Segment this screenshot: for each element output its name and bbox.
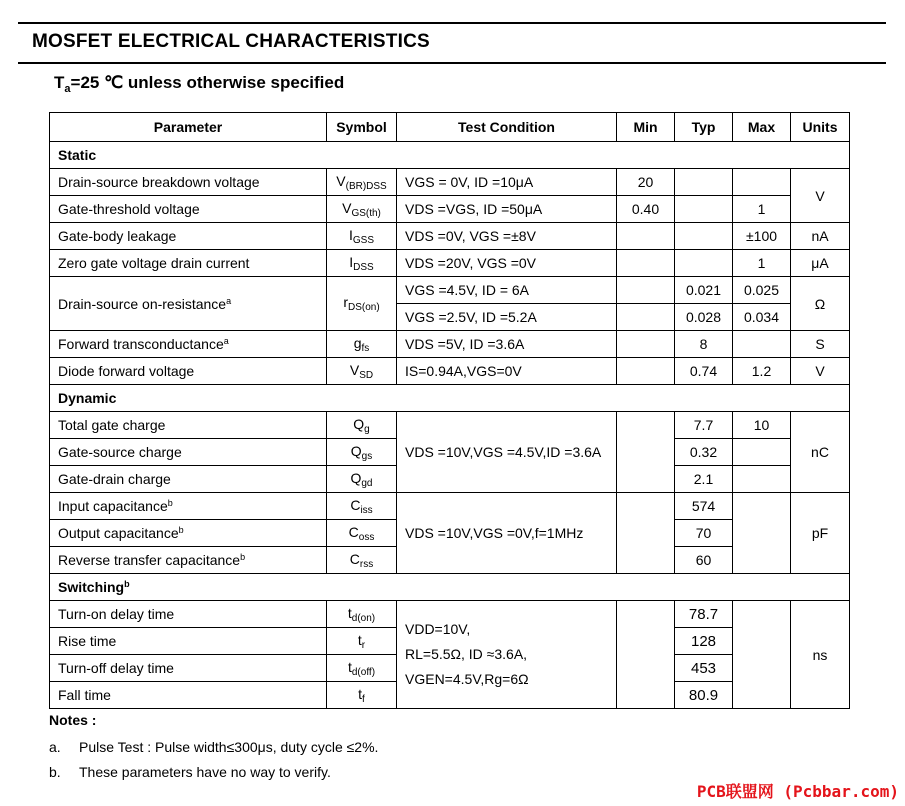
typ-cell: 0.74	[675, 358, 733, 385]
table-row	[50, 250, 850, 277]
condition-cell: VGS =4.5V, ID = 6A	[397, 277, 617, 304]
symbol-cell: $V_{(BR)DSS}$	[327, 169, 397, 196]
symbol-cell: $Q_{gd}$	[327, 466, 397, 493]
table-row	[50, 169, 850, 196]
param-cell: Zero gate voltage drain current	[50, 250, 327, 277]
typ-cell	[675, 169, 733, 196]
min-cell	[617, 277, 675, 304]
header-units: Units	[791, 113, 850, 142]
param-cell: Forward transconductance$^a$	[50, 331, 327, 358]
param-cell: Turn-off delay time	[50, 655, 327, 682]
header-parameter: Parameter	[50, 113, 327, 142]
section-row-switching	[50, 574, 850, 601]
unit-cell: S	[791, 331, 850, 358]
param-cell: Fall time	[50, 682, 327, 709]
header-typ: Typ	[675, 113, 733, 142]
symbol-cell: $I_{DSS}$	[327, 250, 397, 277]
condition-cell: VDS =VGS, ID =50μA	[397, 196, 617, 223]
min-cell: 20	[617, 169, 675, 196]
symbol-cell: $V_{GS(th)}$	[327, 196, 397, 223]
min-cell	[617, 304, 675, 331]
note-b: b. These parameters have no way to verify.	[49, 764, 331, 780]
condition-cell: VDS =5V, ID =3.6A	[397, 331, 617, 358]
symbol-cell: $t_{d(on)}$	[327, 601, 397, 628]
min-cell	[617, 601, 675, 709]
table-row	[50, 412, 850, 439]
min-cell	[617, 223, 675, 250]
symbol-cell: $t_f$	[327, 682, 397, 709]
max-cell: 10	[733, 412, 791, 439]
unit-cell: μA	[791, 250, 850, 277]
min-cell	[617, 358, 675, 385]
table-row	[50, 601, 850, 628]
unit-cell: ns	[791, 601, 850, 709]
max-cell: 1.2	[733, 358, 791, 385]
condition-cell: IS=0.94A,VGS=0V	[397, 358, 617, 385]
symbol-cell: $C_{oss}$	[327, 520, 397, 547]
typ-cell: 8	[675, 331, 733, 358]
table-header-row	[50, 113, 850, 142]
table-row	[50, 223, 850, 250]
max-cell: 1	[733, 196, 791, 223]
title-underline	[18, 62, 886, 64]
note-a: a. Pulse Test : Pulse width≤300μs, duty cycle ≤2%.	[49, 739, 379, 755]
param-cell: Gate-drain charge	[50, 466, 327, 493]
table-row	[50, 358, 850, 385]
unit-cell: nC	[791, 412, 850, 493]
header-max: Max	[733, 113, 791, 142]
typ-cell	[675, 196, 733, 223]
min-cell	[617, 412, 675, 493]
typ-cell: 0.021	[675, 277, 733, 304]
condition-cell: VGS = 0V, ID =10μA	[397, 169, 617, 196]
typ-cell: 70	[675, 520, 733, 547]
typ-cell: 574	[675, 493, 733, 520]
condition-cell: VGS =2.5V, ID =5.2A	[397, 304, 617, 331]
section-dynamic: Dynamic	[50, 385, 850, 412]
symbol-cell: $V_{SD}$	[327, 358, 397, 385]
max-cell	[733, 169, 791, 196]
unit-cell: Ω	[791, 277, 850, 331]
table-row	[50, 493, 850, 520]
param-cell: Output capacitance$^b$	[50, 520, 327, 547]
max-cell: 0.034	[733, 304, 791, 331]
unit-cell: V	[791, 169, 850, 223]
unit-cell: pF	[791, 493, 850, 574]
typ-cell: 78.7	[675, 601, 733, 628]
typ-cell	[675, 223, 733, 250]
typ-cell: 128	[675, 628, 733, 655]
min-cell	[617, 493, 675, 574]
max-cell	[733, 466, 791, 493]
symbol-cell: $I_{GSS}$	[327, 223, 397, 250]
notes-title: Notes :	[49, 712, 97, 728]
param-cell: Input capacitance$^b$	[50, 493, 327, 520]
typ-cell: 453	[675, 655, 733, 682]
min-cell	[617, 331, 675, 358]
param-cell: Diode forward voltage	[50, 358, 327, 385]
table-row	[50, 196, 850, 223]
section-switching: Switching$^b$	[50, 574, 850, 601]
symbol-cell: $g_{fs}$	[327, 331, 397, 358]
typ-cell: 60	[675, 547, 733, 574]
min-cell: 0.40	[617, 196, 675, 223]
symbol-cell: $t_r$	[327, 628, 397, 655]
min-cell	[617, 250, 675, 277]
condition-cell: VDS =20V, VGS =0V	[397, 250, 617, 277]
top-rule	[18, 22, 886, 24]
typ-cell: 7.7	[675, 412, 733, 439]
unit-cell: V	[791, 358, 850, 385]
condition-text: =25 ℃ unless otherwise specified	[70, 73, 345, 92]
typ-cell: 0.32	[675, 439, 733, 466]
temp-symbol: T	[54, 73, 65, 92]
param-cell: Drain-source breakdown voltage	[50, 169, 327, 196]
condition-cell: VDS =0V, VGS =±8V	[397, 223, 617, 250]
max-cell	[733, 439, 791, 466]
param-cell: Gate-body leakage	[50, 223, 327, 250]
max-cell	[733, 601, 791, 709]
section-row-dynamic	[50, 385, 850, 412]
electrical-characteristics-table	[49, 112, 850, 709]
max-cell	[733, 493, 791, 574]
typ-cell: 0.028	[675, 304, 733, 331]
temp-subscript: a	[64, 83, 71, 95]
typ-cell: 2.1	[675, 466, 733, 493]
max-cell: 1	[733, 250, 791, 277]
condition-cell: VDD=10V, RL=5.5Ω, ID ≈3.6A, VGEN=4.5V,Rg=6Ω	[397, 601, 617, 709]
symbol-cell: $C_{rss}$	[327, 547, 397, 574]
symbol-cell: $r_{DS(on)}$	[327, 277, 397, 331]
table-row	[50, 277, 850, 304]
typ-cell	[675, 250, 733, 277]
param-cell: Gate-source charge	[50, 439, 327, 466]
max-cell: ±100	[733, 223, 791, 250]
symbol-cell: $Q_g$	[327, 412, 397, 439]
max-cell: 0.025	[733, 277, 791, 304]
param-cell: Reverse transfer capacitance$^b$	[50, 547, 327, 574]
watermark: PCB联盟网 (Pcbbar.com)	[696, 782, 899, 801]
param-cell: Drain-source on-resistance$^a$	[50, 277, 327, 331]
condition-cell: VDS =10V,VGS =0V,f=1MHz	[397, 493, 617, 574]
param-cell: Turn-on delay time	[50, 601, 327, 628]
param-cell: Rise time	[50, 628, 327, 655]
header-min: Min	[617, 113, 675, 142]
header-test-condition: Test Condition	[397, 113, 617, 142]
typ-cell: 80.9	[675, 682, 733, 709]
symbol-cell: $t_{d(off)}$	[327, 655, 397, 682]
symbol-cell: $Q_{gs}$	[327, 439, 397, 466]
param-cell: Gate-threshold voltage	[50, 196, 327, 223]
table-row	[50, 331, 850, 358]
section-static: Static	[50, 142, 850, 169]
symbol-cell: $C_{iss}$	[327, 493, 397, 520]
header-symbol: Symbol	[327, 113, 397, 142]
unit-cell: nA	[791, 223, 850, 250]
param-cell: Total gate charge	[50, 412, 327, 439]
section-row-static	[50, 142, 850, 169]
condition-cell: VDS =10V,VGS =4.5V,ID =3.6A	[397, 412, 617, 493]
test-condition-heading	[54, 73, 344, 95]
max-cell	[733, 331, 791, 358]
page-title: MOSFET ELECTRICAL CHARACTERISTICS	[32, 31, 430, 52]
